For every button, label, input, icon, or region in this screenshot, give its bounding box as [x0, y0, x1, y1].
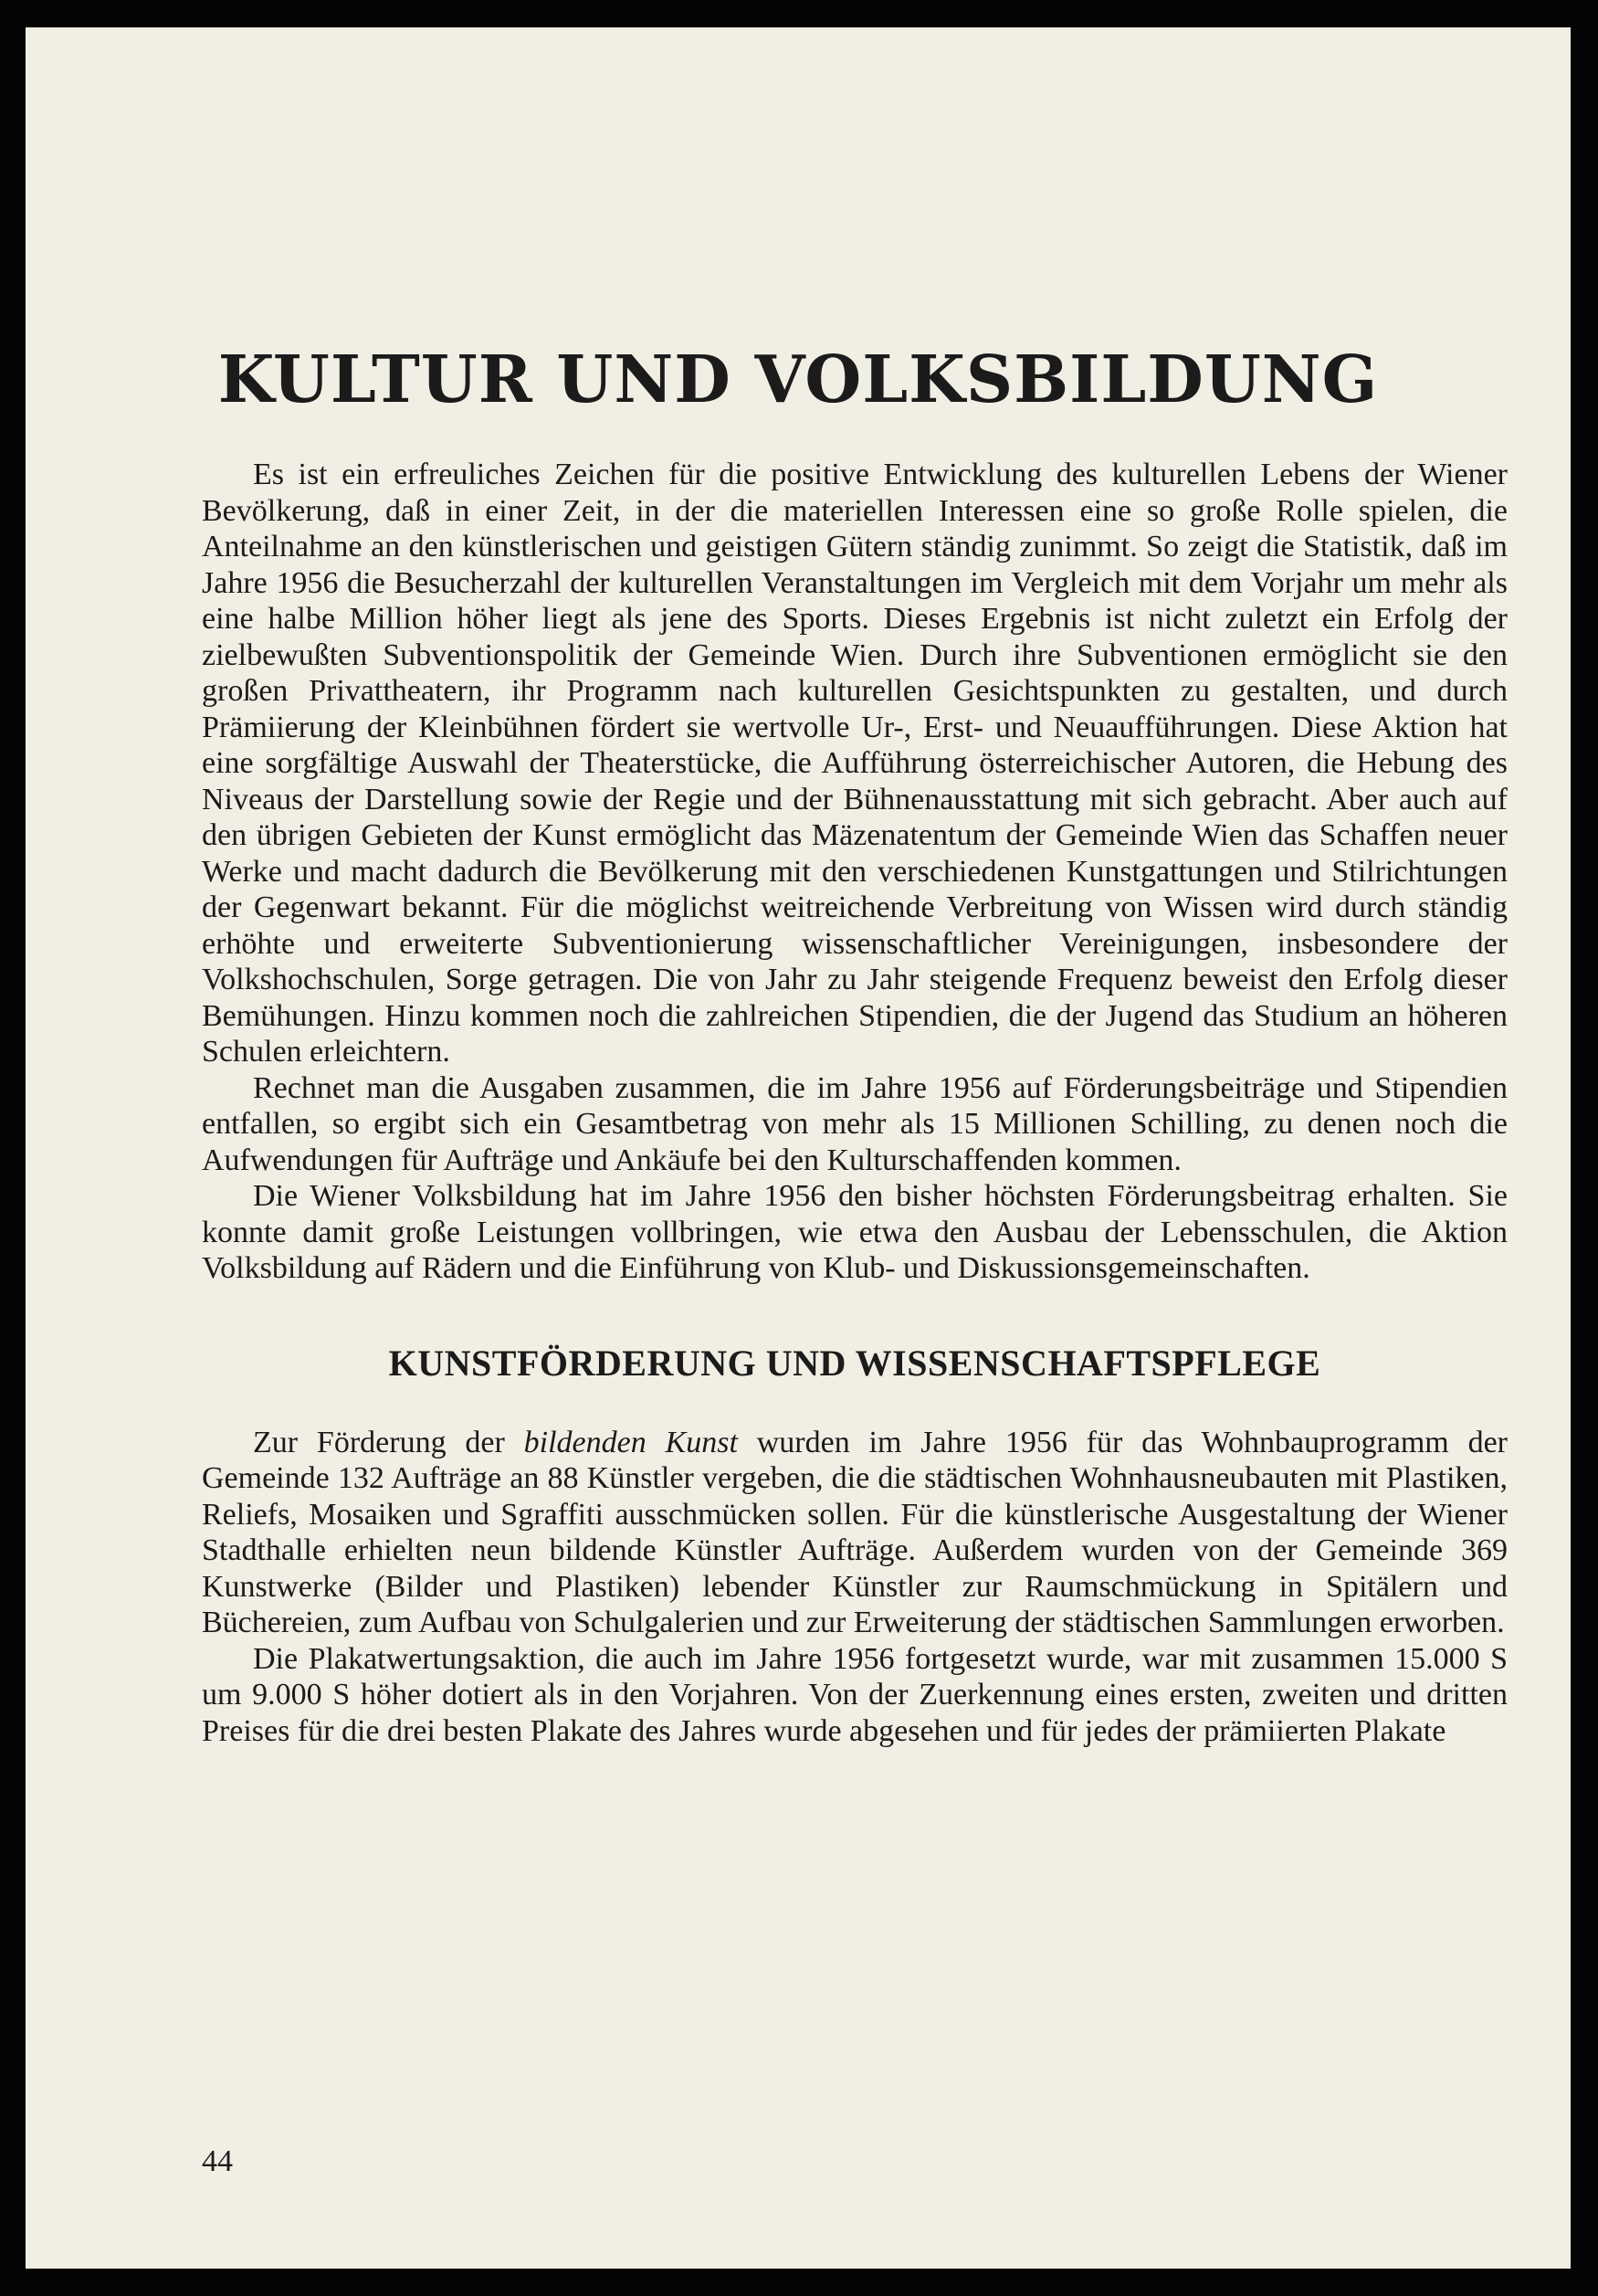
document-page: [26, 27, 1571, 2269]
section-paragraph-1: [202, 1425, 1508, 1641]
section-paragraph-1-start: Zur Förderung der: [253, 1425, 524, 1459]
page-title: KULTUR UND VOLKSBILDUNG: [217, 341, 1379, 417]
page-number: 44: [202, 2144, 233, 2178]
emphasis-bildende-kunst: bildenden Kunst: [523, 1425, 738, 1459]
section-paragraph-2: Die Plakatwertungsaktion, die auch im Jahre 1956 fortgesetzt wurde, war mit zusammen 15.000 S um 9.000 S höher dotiert als in den Vorjahren. Von der Zuerkennung eines ersten, zweiten und dritten Preises für die drei besten Plakate des Jahres wurde abgesehen und für jedes der prämiierten Plakate: [202, 1641, 1508, 1748]
section-heading: KUNSTFÖRDERUNG UND WISSENSCHAFTSPFLEGE: [388, 1342, 1321, 1384]
intro-paragraph-3: Die Wiener Volksbildung hat im Jahre 1956 den bisher höchsten Förderungsbeitrag erhalten. Sie konnte damit große Leistungen vollbringen, wie etwa den Ausbau der Lebensschulen, die Aktion Volksbildung auf Rädern und die Einführung von Klub- und Diskussionsgemeinschaften.: [202, 1179, 1508, 1285]
body-text: [202, 457, 1508, 1749]
section-paragraph-1-rest: wurden im Jahre 1956 für das Wohnbauprogramm der Gemeinde 132 Aufträge an 88 Künstler vergeben, die die städtischen Wohnhausneubauten mit Plastiken, Reliefs, Mosaiken und Sgraffiti ausschmücken sollen. Für die künstlerische Ausgestaltung der Wiener Stadthalle erhielten neun bildende Künstler Aufträge. Außerdem wurden von der Gemeinde 369 Kunstwerke (Bilder und Plastiken) lebender Künstler zur Raumschmückung in Spitälern und Büchereien, zum Aufbau von Schulgalerien und zur Erweiterung der städtischen Sammlungen erworben.: [202, 1425, 1508, 1639]
intro-paragraph-1: Es ist ein erfreuliches Zeichen für die positive Entwicklung des kulturellen Lebens der Wiener Bevölkerung, daß in einer Zeit, in der die materiellen Interessen eine so große Rolle spielen, die Anteilnahme an den künstlerischen und geistigen Gütern ständig zunimmt. So zeigt die Statistik, daß im Jahre 1956 die Besucherzahl der kulturellen Veranstaltungen im Vergleich mit dem Vorjahr um mehr als eine halbe Million höher liegt als jene des Sports. Dieses Ergebnis ist nicht zuletzt ein Erfolg der zielbewußten Subventionspolitik der Gemeinde Wien. Durch ihre Subventionen ermöglicht sie den großen Privattheatern, ihr Programm nach kulturellen Gesichtspunkten zu gestalten, und durch Prämiierung der Kleinbühnen fördert sie wertvolle Ur-, Erst- und Neuaufführungen. Diese Aktion hat eine sorgfältige Auswahl der Theaterstücke, die Aufführung österreichischer Autoren, die Hebung des Niveaus der Darstellung sowie der Regie und der Bühnenausstattung mit sich gebracht. Aber auch auf den übrigen Gebieten der Kunst ermöglicht das Mäzenatentum der Gemeinde Wien das Schaffen neuer Werke und macht dadurch die Bevölkerung mit den verschiedenen Kunstgattungen und Stilrichtungen der Gegenwart bekannt. Für die möglichst weitreichende Verbreitung von Wissen wird durch ständig erhöhte und erweiterte Subventionierung wissenschaftlicher Vereinigungen, insbesondere der Volkshochschulen, Sorge getragen. Die von Jahr zu Jahr steigende Frequenz beweist den Erfolg dieser Bemühungen. Hinzu kommen noch die zahlreichen Stipendien, die der Jugend das Studium an höheren Schulen erleichtern.: [202, 458, 1508, 1069]
intro-paragraph-2: Rechnet man die Ausgaben zusammen, die im Jahre 1956 auf Förderungsbeiträge und Stipendien entfallen, so ergibt sich ein Gesamtbetrag von mehr als 15 Millionen Schilling, zu denen noch die Aufwendungen für Aufträge und Ankäufe bei den Kulturschaffenden kommen.: [202, 1070, 1508, 1177]
